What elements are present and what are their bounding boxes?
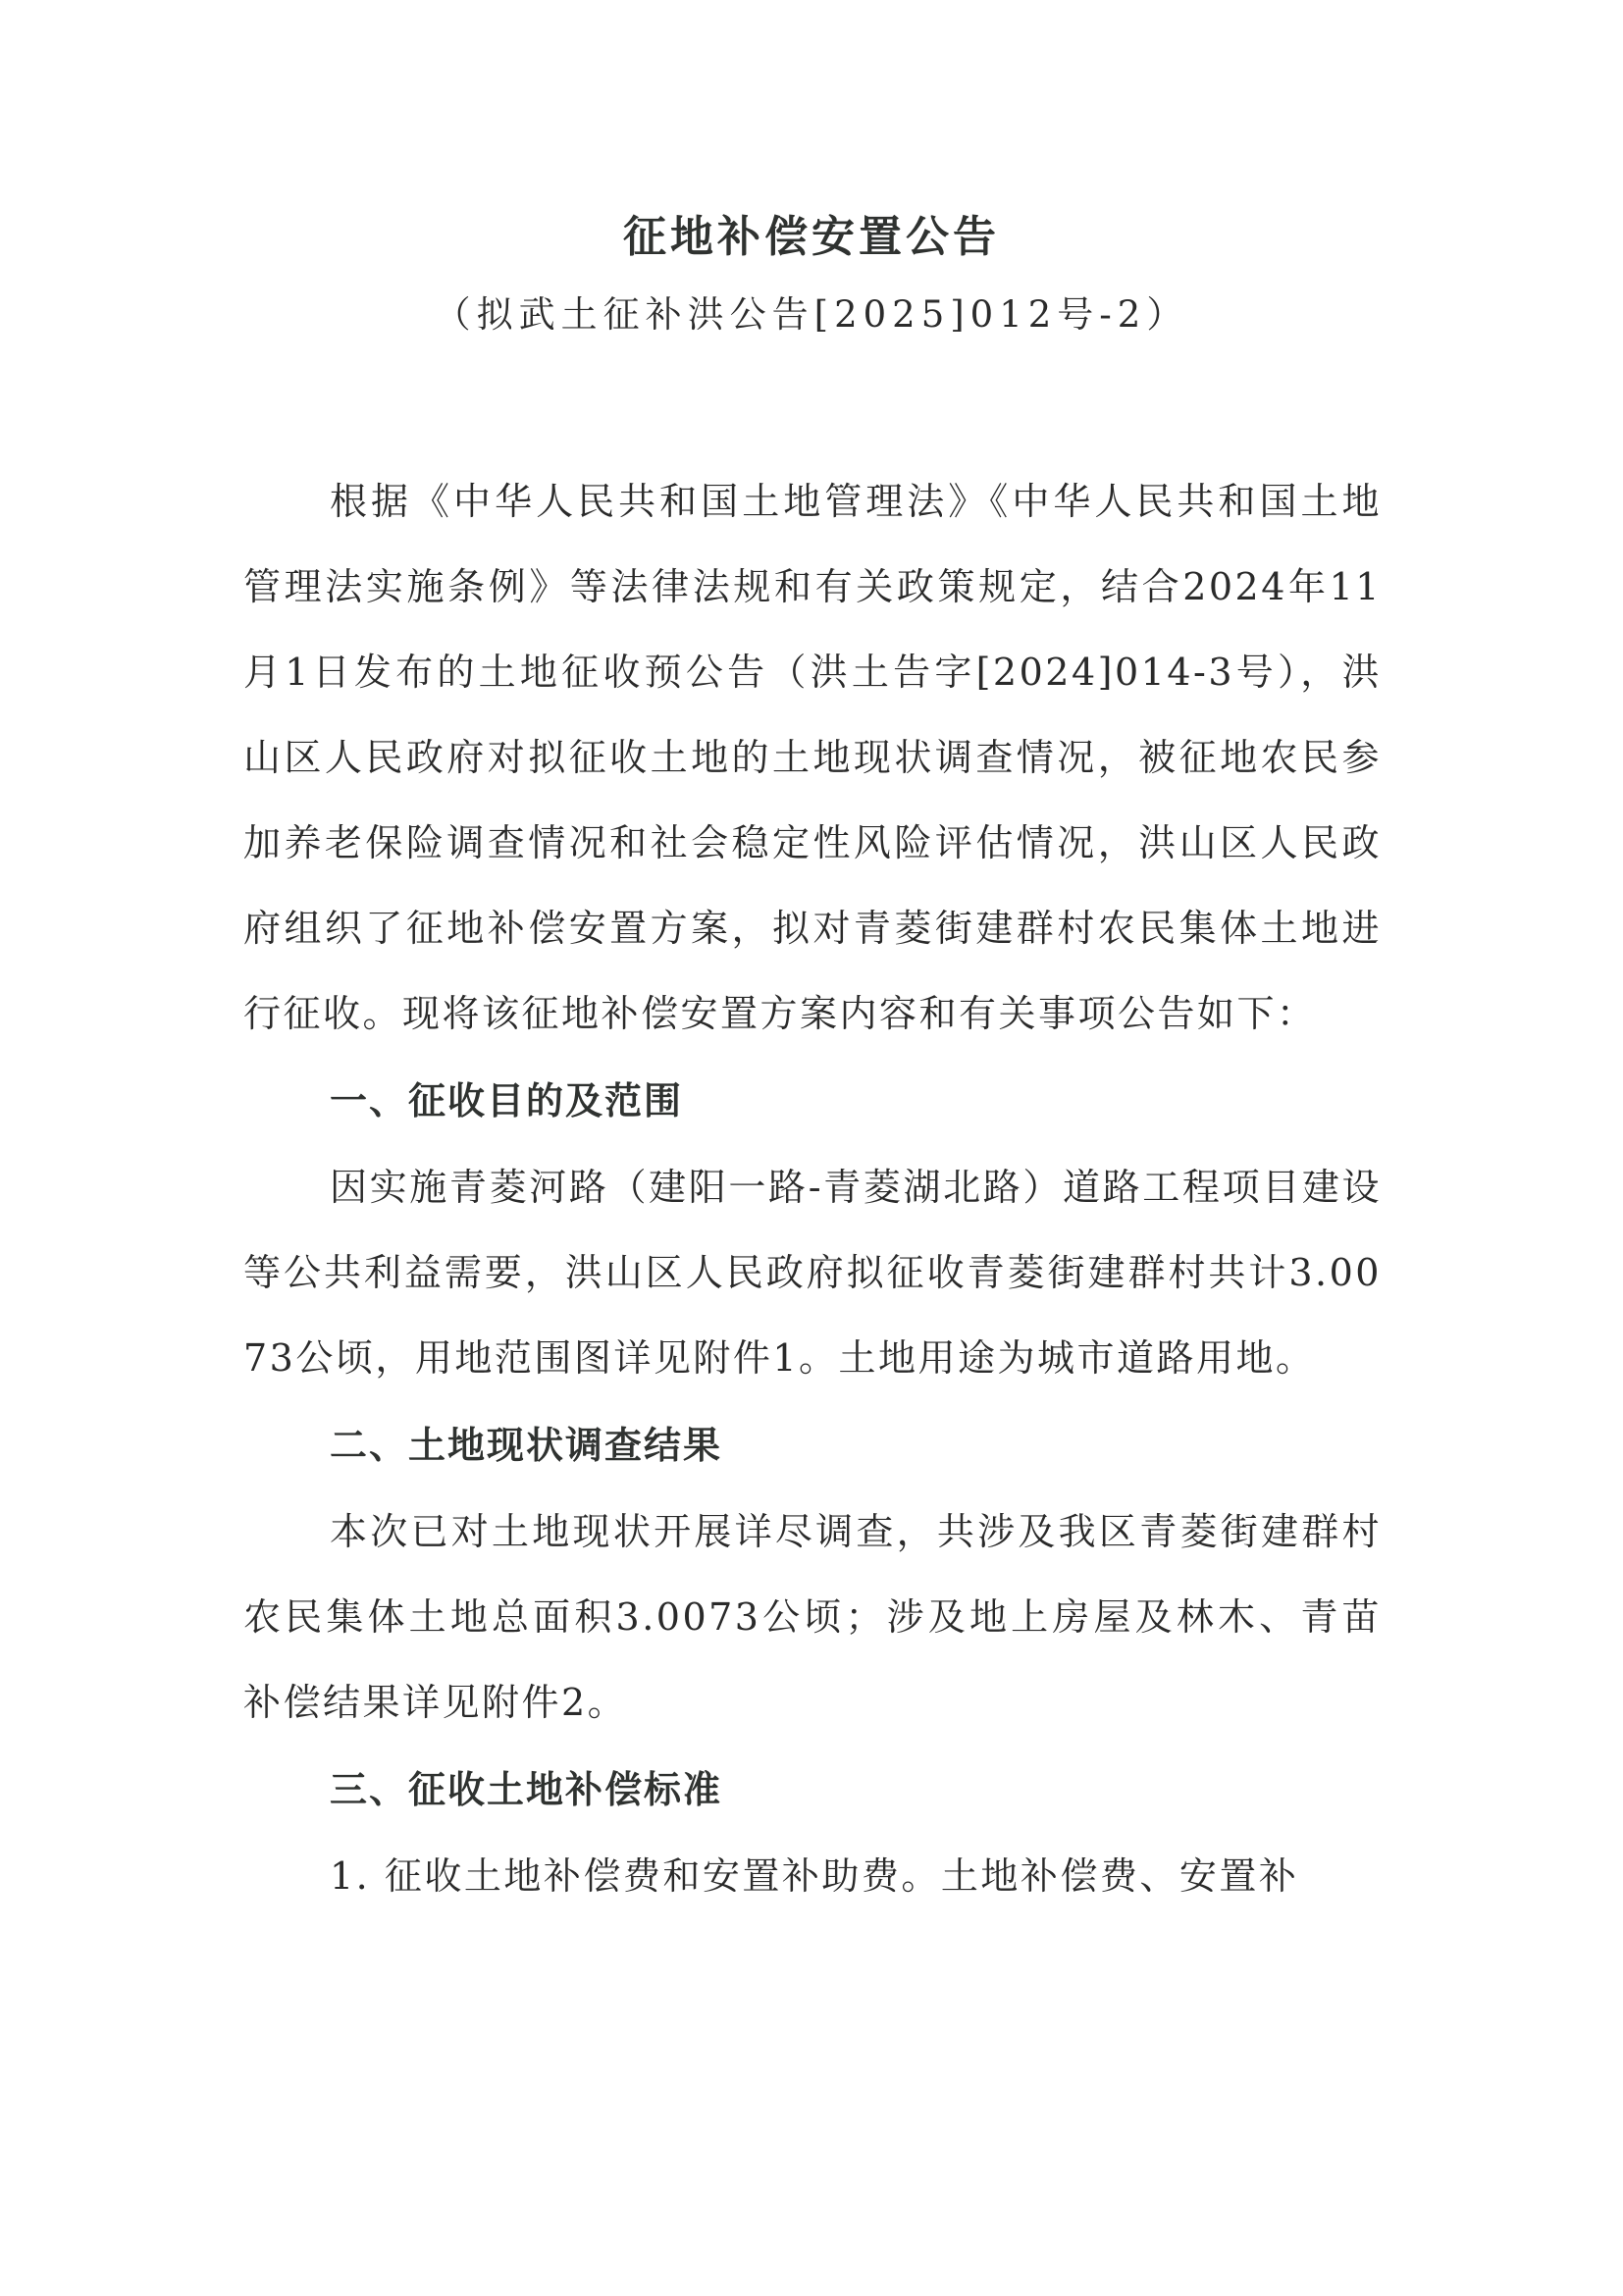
page-title: 征地补偿安置公告 bbox=[623, 212, 1000, 262]
section-heading-compensation-standard: 三、征收土地补偿标准 bbox=[330, 1768, 723, 1811]
section-paragraph-compensation-item-1: 1. 征收土地补偿费和安置补助费。土地补偿费、安置补 bbox=[330, 1854, 1299, 1898]
intro-paragraph: 根据《中华人民共和国土地管理法》《中华人民共和国土地管理法实施条例》等法律法规和有关政策规定，结合2024年11月1日发布的土地征收预公告（洪土告字[2024]014-3号），洪山区人民政府对拟征收土地的土地现状调查情况，被征地农民参加养老保险调查情况和社会稳定性风险评估情况，洪山区人民政府组织了征地补偿安置方案，拟对青菱街建群村农民集体土地进行征收。现将该征地补偿安置方案内容和有关事项公告如下： bbox=[243, 480, 1382, 1035]
section-paragraph-land-survey: 本次已对土地现状开展详尽调查，共涉及我区青菱街建群村农民集体土地总面积3.0073公顷；涉及地上房屋及林木、青苗补偿结果详见附件2。 bbox=[243, 1510, 1382, 1724]
section-paragraph-purpose-scope: 因实施青菱河路（建阳一路-青菱湖北路）道路工程项目建设等公共利益需要，洪山区人民政府拟征收青菱街建群村共计3.0073公顷，用地范围图详见附件1。土地用途为城市道路用地。 bbox=[243, 1166, 1382, 1380]
document-number: （拟武土征补洪公告[2025]012号-2） bbox=[434, 293, 1189, 336]
section-heading-land-survey: 二、土地现状调查结果 bbox=[330, 1424, 723, 1467]
document-body bbox=[243, 459, 1382, 1919]
section-heading-purpose-scope: 一、征收目的及范围 bbox=[330, 1079, 684, 1122]
